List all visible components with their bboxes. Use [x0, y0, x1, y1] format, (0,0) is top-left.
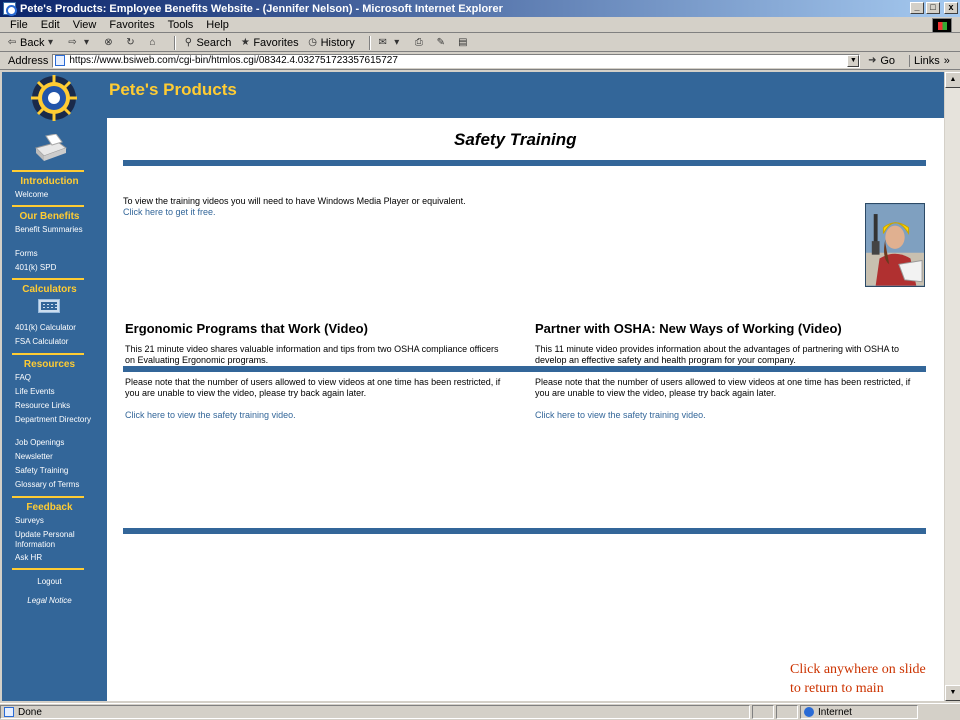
nav-link-ask-hr[interactable]: Ask HR [15, 553, 43, 562]
back-button[interactable] [6, 37, 58, 49]
address-input[interactable] [52, 54, 860, 68]
favorites-icon: ★ [240, 36, 250, 48]
menu-tools[interactable]: Tools [167, 18, 194, 31]
site-header [107, 72, 944, 118]
divider-rule [123, 528, 926, 534]
print-button[interactable] [413, 37, 427, 49]
stop-icon: ⊗ [104, 36, 113, 48]
favorites-button[interactable] [239, 37, 298, 49]
stop-button[interactable] [102, 37, 116, 49]
toolbar [0, 34, 960, 52]
nav-separator [12, 170, 84, 172]
search-label: Search [196, 36, 232, 49]
search-icon: ⚲ [184, 36, 193, 48]
go-arrow-icon: ➜ [868, 54, 877, 66]
edit-icon: ✎ [436, 36, 445, 48]
zone-label: Internet [818, 706, 852, 718]
history-label: History [320, 36, 355, 49]
nav-heading-our-benefits[interactable]: Our Benefits [19, 211, 80, 222]
vertical-scrollbar[interactable] [944, 72, 960, 701]
windows-logo-icon [932, 18, 952, 33]
history-button[interactable] [307, 37, 355, 49]
page-viewport [2, 72, 944, 701]
video-note: Please note that the number of users allowed to view videos at one time has been restricted, if you are unable to view the video, please try back again later. [125, 377, 501, 398]
minimize-button[interactable]: _ [910, 2, 924, 14]
calculator-icon [38, 299, 60, 313]
video-description: This 11 minute video provides information about the advantages of partnering with OSHA to develop an effective safety and health program for your company. [535, 344, 900, 365]
nav-link-401k-spd[interactable]: 401(k) SPD [15, 263, 57, 272]
video-title: Partner with OSHA: New Ways of Working (Video) [535, 321, 842, 336]
status-main-pane [0, 705, 750, 719]
toolbar-separator [174, 36, 176, 50]
scroll-up-icon[interactable]: ▲ [945, 72, 960, 88]
printer-icon [32, 134, 68, 162]
mail-icon: ✉ [378, 36, 387, 48]
site-title: Pete's Products [109, 80, 237, 99]
address-bar [0, 52, 960, 70]
refresh-button[interactable] [124, 37, 138, 49]
sidebar [2, 72, 107, 701]
company-logo-icon [30, 74, 78, 122]
intro-text-block [123, 196, 466, 218]
go-button[interactable] [866, 55, 895, 67]
nav-link-safety-training[interactable]: Safety Training [15, 466, 69, 475]
nav-link-forms[interactable]: Forms [15, 249, 38, 258]
ie-icon [3, 2, 16, 15]
page-icon [55, 55, 65, 66]
forward-arrow-icon: ⇨ [68, 36, 77, 48]
status-pane [776, 705, 798, 719]
address-label: Address [8, 54, 49, 67]
mail-dropdown-icon[interactable]: ▾ [394, 36, 400, 48]
nav-separator [12, 353, 84, 355]
security-zone-pane [800, 705, 918, 719]
back-arrow-icon: ⇦ [7, 36, 17, 48]
logout-link[interactable]: Logout [37, 577, 62, 586]
window-title-bar[interactable] [0, 0, 960, 17]
status-bar [0, 703, 960, 720]
menu-edit[interactable]: Edit [40, 18, 60, 31]
nav-heading-resources[interactable]: Resources [23, 359, 76, 370]
video-title: Ergonomic Programs that Work (Video) [125, 321, 368, 336]
history-icon: ◷ [308, 36, 317, 48]
video-section-osha-partner [535, 321, 915, 432]
nav-link-fsa-calculator[interactable]: FSA Calculator [15, 337, 69, 346]
nav-link-job-openings[interactable]: Job Openings [15, 438, 65, 447]
divider-rule [123, 160, 926, 166]
address-dropdown-icon[interactable]: ▼ [847, 55, 859, 67]
nav-heading-feedback[interactable]: Feedback [26, 502, 73, 513]
back-label: Back [20, 36, 45, 49]
address-url: https://www.bsiweb.com/cgi-bin/htmlos.cgi/08342.4.032751723357615727 [69, 55, 398, 66]
menu-help[interactable]: Help [206, 18, 229, 31]
safety-worker-photo [865, 203, 925, 287]
window-title: Pete's Products: Employee Benefits Website - (Jennifer Nelson) - Microsoft Internet Explorer [20, 2, 503, 15]
window-controls [910, 2, 958, 14]
return-to-menu-note[interactable]: Click anywhere on slide to return to main [790, 662, 926, 696]
maximize-button[interactable]: □ [926, 2, 940, 14]
discuss-button[interactable] [457, 37, 471, 49]
nav-link-department-directory[interactable]: Department Directory [15, 415, 92, 424]
menu-favorites[interactable]: Favorites [109, 18, 155, 31]
nav-link-benefit-summaries[interactable]: Benefit Summaries [15, 225, 83, 234]
favorites-label: Favorites [253, 36, 299, 49]
print-icon: ⎙ [414, 36, 423, 48]
menu-file[interactable]: File [10, 18, 28, 31]
search-button[interactable] [182, 37, 231, 49]
main-content [107, 118, 944, 701]
video-note: Please note that the number of users allowed to view videos at one time has been restricted, if you are unable to view the video, please try back again later. [535, 377, 911, 398]
nav-link-welcome[interactable]: Welcome [15, 190, 49, 199]
nav-separator [12, 278, 84, 280]
legal-notice-link[interactable]: Legal Notice [27, 596, 72, 605]
links-button[interactable]: Links [909, 55, 940, 67]
nav-separator [12, 496, 84, 498]
back-dropdown-icon[interactable]: ▾ [47, 36, 53, 48]
video-description: This 21 minute video shares valuable information and tips from two OSHA compliance officers on Evaluating Ergonomic programs. [125, 344, 499, 365]
edit-button[interactable] [435, 37, 449, 49]
nav-heading-introduction[interactable]: Introduction [20, 176, 79, 187]
forward-dropdown-icon[interactable]: ▾ [83, 36, 89, 48]
intro-text: To view the training videos you will need to have Windows Media Player or equivalent. [123, 196, 466, 206]
status-text: Done [18, 706, 42, 718]
nav-separator [12, 205, 84, 207]
video-section-ergonomic [125, 321, 505, 432]
scroll-down-icon[interactable]: ▼ [945, 685, 960, 701]
get-media-player-link[interactable]: Click here to get it free. [123, 207, 216, 217]
nav-link-update-personal-information[interactable]: Update Personal Information [15, 530, 75, 549]
nav-link-glossary[interactable]: Glossary of Terms [15, 480, 80, 489]
menu-view[interactable]: View [72, 18, 97, 31]
nav-link-newsletter[interactable]: Newsletter [15, 452, 53, 461]
discuss-icon: ▤ [458, 36, 468, 48]
nav-link-life-events[interactable]: Life Events [15, 387, 55, 396]
refresh-icon: ↻ [126, 36, 135, 48]
page-title: Safety Training [454, 130, 577, 149]
go-label: Go [880, 54, 896, 67]
status-pane [752, 705, 774, 719]
page-done-icon [4, 707, 14, 717]
nav-link-surveys[interactable]: Surveys [15, 516, 44, 525]
toolbar-separator [369, 36, 371, 50]
mail-button[interactable] [377, 37, 405, 49]
view-video-link[interactable]: Click here to view the safety training video. [125, 410, 296, 420]
internet-globe-icon [804, 707, 814, 717]
close-button[interactable]: x [944, 2, 958, 14]
home-icon: ⌂ [149, 36, 156, 48]
view-video-link[interactable]: Click here to view the safety training video. [535, 410, 706, 420]
nav-link-faq[interactable]: FAQ [15, 373, 32, 382]
forward-button[interactable] [66, 37, 94, 49]
nav-link-resource-links[interactable]: Resource Links [15, 401, 71, 410]
links-chevron-icon[interactable]: » [943, 54, 950, 67]
home-button[interactable] [146, 37, 160, 49]
nav-heading-calculators[interactable]: Calculators [22, 284, 77, 295]
menu-bar [0, 17, 960, 33]
nav-link-401k-calculator[interactable]: 401(k) Calculator [15, 323, 76, 332]
nav-separator [12, 568, 84, 570]
